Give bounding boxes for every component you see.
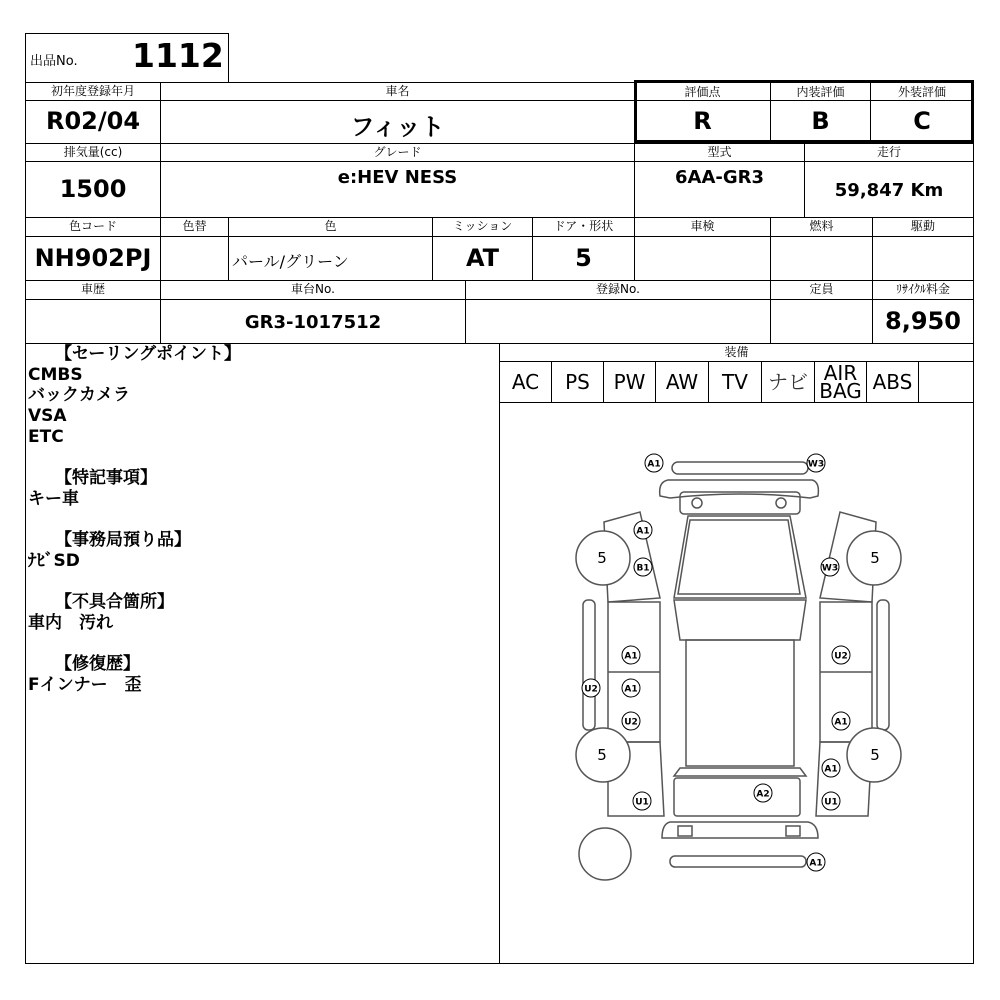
- svg-text:U2: U2: [584, 684, 598, 695]
- svg-text:W3: W3: [821, 563, 839, 574]
- windshield: [678, 520, 800, 594]
- rear-bumper-strip: [670, 856, 806, 867]
- lot-label: 出品No.: [30, 54, 78, 69]
- office-items-heading: 【事務局預り品】: [55, 530, 191, 551]
- selling-point-item: CMBS: [28, 364, 83, 385]
- spare-tire: [579, 828, 631, 880]
- inspection-label: 車検: [690, 219, 715, 233]
- interior-label: 内装評価: [796, 85, 845, 99]
- color-code-value: NH902PJ: [34, 244, 152, 272]
- svg-text:A1: A1: [824, 764, 838, 775]
- damage-mark: [645, 454, 663, 472]
- tire-value: 5: [597, 549, 607, 567]
- lot-number: 1112: [132, 36, 224, 75]
- chassis-value: GR3-1017512: [244, 312, 382, 333]
- grade-label: グレード: [373, 145, 422, 159]
- front-bumper: [660, 480, 819, 498]
- name-label: 車名: [385, 84, 410, 98]
- color-value: パール/グリーン: [232, 252, 349, 271]
- grade-value: e:HEV NESS: [337, 167, 458, 188]
- door-label: ドア・形状: [553, 219, 614, 233]
- year-label: 初年度登録年月: [50, 84, 135, 98]
- damage-mark: [622, 646, 640, 664]
- svg-text:A1: A1: [624, 684, 638, 695]
- history-label: 車歴: [80, 282, 105, 296]
- equipment-airbag: AIR BAG: [815, 362, 867, 402]
- exterior-label: 外装評価: [897, 85, 946, 99]
- color-label: 色: [324, 219, 337, 233]
- svg-text:A2: A2: [756, 789, 770, 800]
- repair-history-heading: 【修復歴】: [55, 654, 140, 675]
- capacity-label: 定員: [809, 282, 834, 296]
- displacement-value: 1500: [59, 175, 127, 203]
- special-note-item: キー車: [28, 488, 79, 509]
- svg-text:A1: A1: [647, 459, 661, 470]
- repair-item: Fインナー 歪: [28, 675, 142, 696]
- equipment-abs: ABS: [867, 362, 919, 402]
- defects-heading: 【不具合箇所】: [55, 592, 174, 613]
- damage-mark: [821, 558, 839, 576]
- exterior-value: C: [913, 107, 931, 135]
- hood: [674, 516, 806, 598]
- left-side-sill: [583, 600, 595, 730]
- equipment-ps: PS: [552, 362, 604, 402]
- damage-mark: [832, 646, 850, 664]
- front-bumper-strip: [672, 462, 808, 474]
- right-side-sill: [877, 600, 889, 730]
- selling-point-item: ETC: [28, 426, 64, 447]
- equipment-tv: TV: [709, 362, 762, 402]
- svg-text:B1: B1: [636, 563, 650, 574]
- year-value: R02/04: [45, 107, 141, 135]
- svg-text:A1: A1: [636, 526, 650, 537]
- cabin-outline: [674, 600, 806, 640]
- score-label: 評価点: [684, 85, 721, 99]
- rear-window: [674, 768, 806, 776]
- model-value: 6AA-GR3: [674, 167, 764, 188]
- drive-label: 駆動: [910, 219, 935, 233]
- color-change-label: 色替: [182, 219, 207, 233]
- interior-value: B: [811, 107, 830, 135]
- tire-value: 5: [870, 549, 880, 567]
- name-value: フィット: [350, 113, 445, 141]
- displacement-label: 排気量(cc): [63, 145, 123, 159]
- score-value: R: [693, 107, 712, 135]
- svg-text:A1: A1: [809, 858, 823, 869]
- svg-text:U1: U1: [635, 797, 649, 808]
- recycle-label: ﾘｻｲｸﾙ料金: [895, 282, 950, 296]
- office-item: ﾅﾋﾞSD: [28, 551, 80, 571]
- damage-mark: [622, 712, 640, 730]
- damage-mark: [807, 454, 825, 472]
- mission-label: ミッション: [452, 219, 513, 233]
- damage-mark: [582, 679, 600, 697]
- svg-text:U2: U2: [624, 717, 638, 728]
- selling-point-item: VSA: [28, 406, 67, 427]
- color-code-label: 色コード: [68, 219, 117, 233]
- mileage-label: 走行: [876, 145, 901, 159]
- defect-item: 車内 汚れ: [28, 613, 113, 634]
- special-notes-heading: 【特記事項】: [55, 468, 157, 489]
- damage-mark: [634, 558, 652, 576]
- damage-mark: [807, 853, 825, 871]
- door-value: 5: [575, 244, 592, 272]
- mission-value: AT: [465, 244, 500, 272]
- svg-text:A1: A1: [624, 651, 638, 662]
- fuel-label: 燃料: [809, 219, 834, 233]
- svg-text:U1: U1: [824, 797, 838, 808]
- svg-text:U2: U2: [834, 651, 848, 662]
- mileage-value: 59,847 Km: [834, 180, 944, 201]
- damage-mark: [634, 521, 652, 539]
- equipment-aw: AW: [656, 362, 709, 402]
- damage-mark: [633, 792, 651, 810]
- roof: [686, 640, 794, 766]
- damage-mark: [832, 712, 850, 730]
- svg-text:A1: A1: [834, 717, 848, 728]
- damage-mark: [822, 792, 840, 810]
- recycle-value: 8,950: [885, 307, 961, 335]
- damage-mark: [622, 679, 640, 697]
- trunk: [674, 778, 800, 816]
- equipment-label: 装備: [724, 345, 749, 359]
- selling-point-item: バックカメラ: [28, 385, 130, 406]
- chassis-label: 車台No.: [291, 282, 335, 296]
- notes-panel: [28, 344, 498, 696]
- equipment-blank: [919, 362, 973, 402]
- car-damage-diagram: [500, 403, 973, 963]
- tire-value: 5: [870, 746, 880, 764]
- damage-mark: [754, 784, 772, 802]
- svg-text:W3: W3: [807, 459, 825, 470]
- registration-label: 登録No.: [596, 282, 640, 296]
- equipment-pw: PW: [604, 362, 656, 402]
- tire-value: 5: [597, 746, 607, 764]
- equipment-navi: ナビ: [762, 362, 815, 402]
- damage-mark: [822, 759, 840, 777]
- equipment-ac: AC: [500, 362, 552, 402]
- model-label: 型式: [707, 145, 732, 159]
- selling-points-heading: 【セーリングポイント】: [55, 344, 241, 364]
